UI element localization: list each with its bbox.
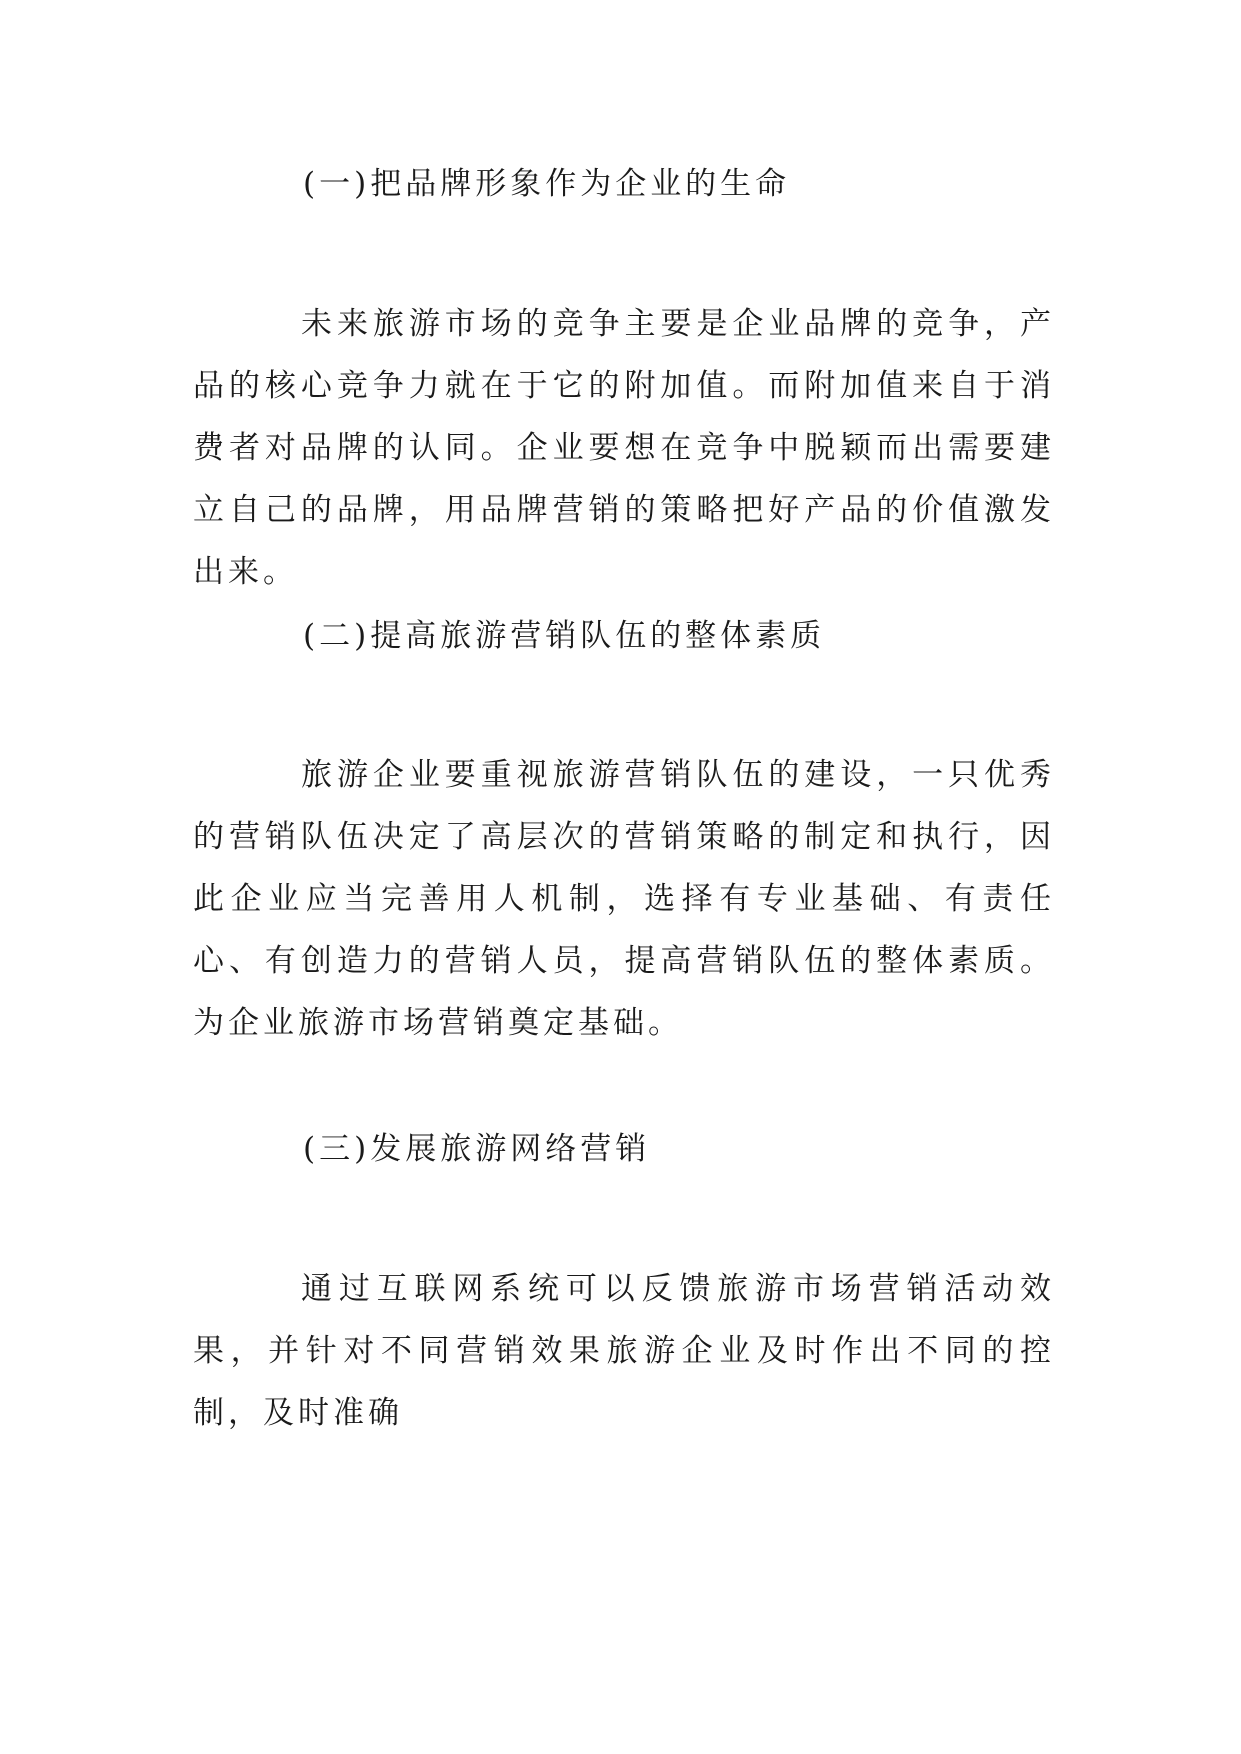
section-paragraph-3: 通过互联网系统可以反馈旅游市场营销活动效果，并针对不同营销效果旅游企业及时作出不同的控制，及时准确	[193, 1271, 1055, 1431]
section-heading-2: (二)提高旅游营销队伍的整体素质	[303, 618, 826, 654]
section-paragraph-2: 旅游企业要重视旅游营销队伍的建设，一只优秀的营销队伍决定了高层次的营销策略的制定和执行，因此企业应当完善用人机制，选择有专业基础、有责任心、有创造力的营销人员，提高营销队伍的整体素质。为企业旅游市场营销奠定基础。	[193, 757, 1055, 1041]
section-heading-3: (三)发展旅游网络营销	[303, 1131, 651, 1167]
section-paragraph-1: 未来旅游市场的竞争主要是企业品牌的竞争，产品的核心竞争力就在于它的附加值。而附加值来自于消费者对品牌的认同。企业要想在竞争中脱颖而出需要建立自己的品牌，用品牌营销的策略把好产品的价值激发出来。	[193, 306, 1055, 590]
section-heading-1: (一)把品牌形象作为企业的生命	[303, 166, 791, 202]
